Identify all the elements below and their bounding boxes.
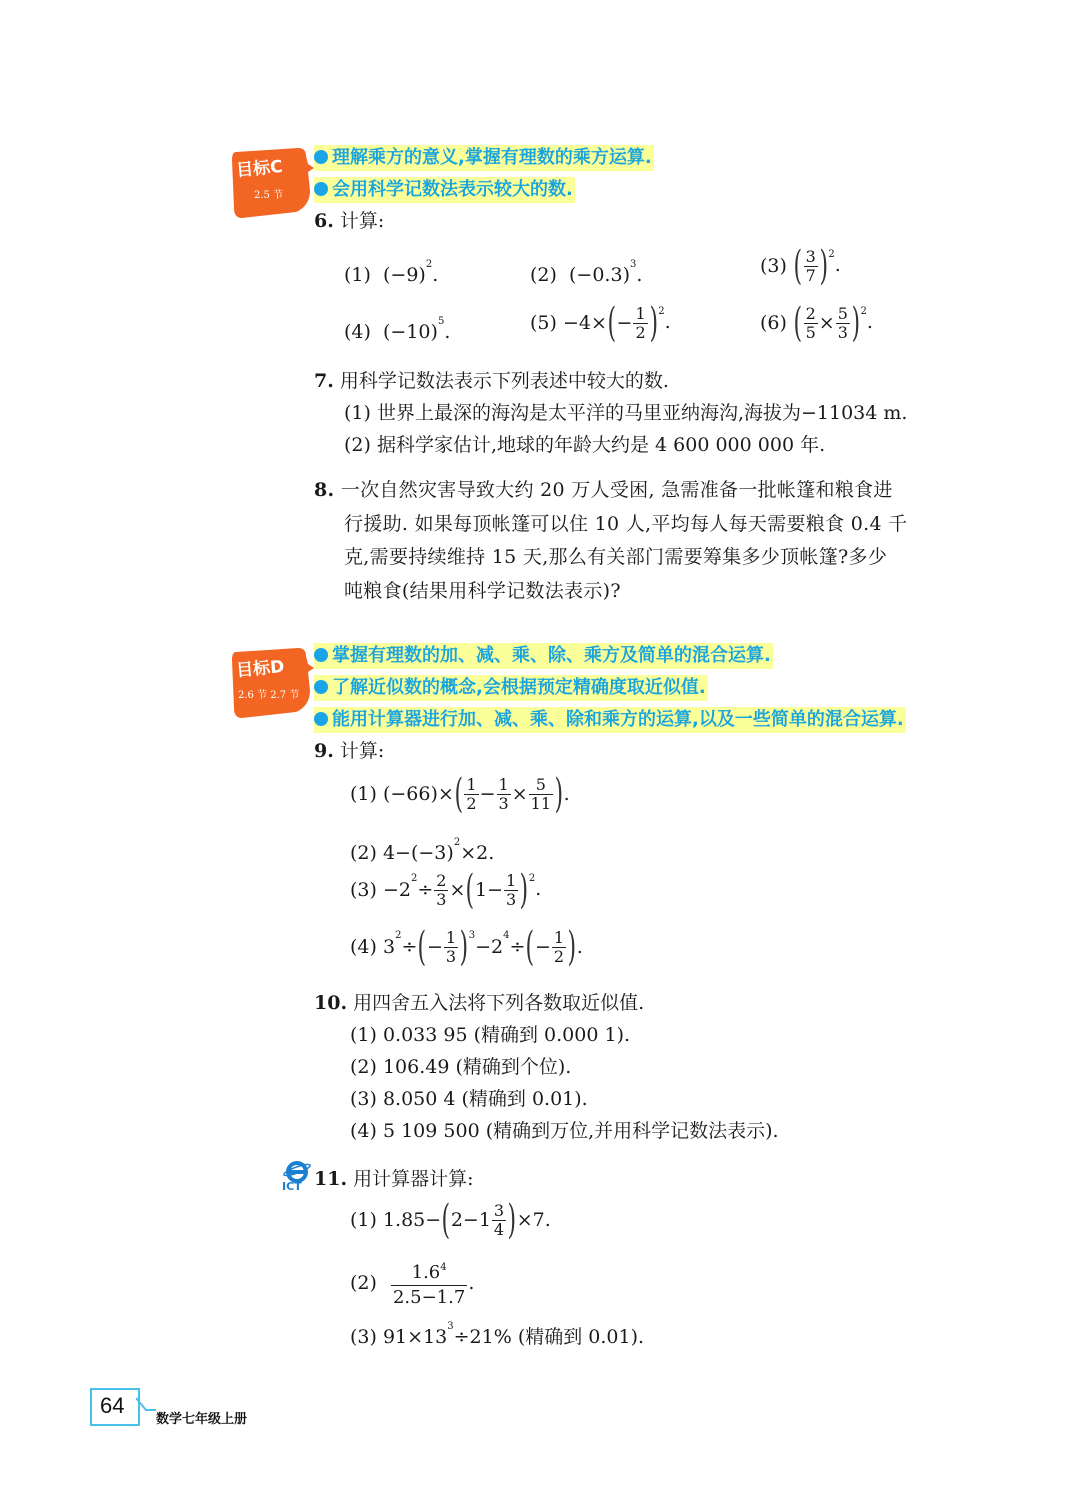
q9-part-1: (1) (−66)×( $\frac{1}{2}$ − $\frac{1}{3}$ × $\frac{5}{11}$ ). (350, 771, 570, 817)
goal-c-badge (228, 146, 314, 220)
q8-line-2: 行援助. 如果每顶帐篷可以住 10 人,平均每人每天需要粮食 0.4 千 (344, 513, 908, 535)
goal-d-badge (228, 646, 314, 720)
q7-part-1: (1) 世界上最深的海沟是太平洋的马里亚纳海沟,海拔为−11034 m. (344, 402, 908, 424)
q6-part-2: (2) $(-0.3)^3$. (530, 259, 643, 286)
q8-line-4: 吨粮食(结果用科学记数法表示)? (344, 580, 621, 602)
q8-line-3: 克,需要持续维持 15 天,那么有关部门需要筹集多少顶帐篷?多少 (344, 546, 888, 568)
q10-part-2: (2) 106.49 (精确到个位). (350, 1056, 572, 1078)
q6-part-4: (4) $(-10)^5$. (344, 316, 451, 343)
goal-d-section: 2.6 节 2.7 节 (238, 690, 300, 701)
goal-d-item-2: 了解近似数的概念,会根据预定精确度取近似值. (314, 675, 708, 701)
goal-d-title: 目标D (235, 656, 286, 682)
q11-heading: 11. 用计算器计算: (314, 1168, 474, 1190)
q7-part-2: (2) 据科学家估计,地球的年龄大约是 4 600 000 000 年. (344, 434, 826, 456)
q6-part-1: (1) $(-9)^2$. (344, 259, 439, 286)
q11-part-1: (1) 1.85−(2−1 $\frac{3}{4}$ )×7. (350, 1197, 551, 1243)
q6-part-5: (5) −4×(− $\frac{1}{2}$ )$^2$. (530, 300, 671, 346)
goal-c-section: 2.5 节 (254, 190, 284, 201)
q11-part-3: (3) $91\times 13^3\div 21\%$ (精确到 0.01). (350, 1321, 645, 1348)
q6-part-6: (6) ( $\frac{2}{5}$ × $\frac{5}{3}$ )$^2$. (760, 300, 873, 346)
q10-part-1: (1) 0.033 95 (精确到 0.000 1). (350, 1024, 631, 1046)
q6-part-3: (3) ( $\frac{3}{7}$ )$^2$. (760, 243, 841, 289)
q9-part-2: (2) $4-(-3)^2\times 2$. (350, 837, 495, 864)
q7-heading: 7. 用科学记数法表示下列表述中较大的数. (314, 370, 669, 392)
goal-d-item-3: 能用计算器进行加、减、乘、除和乘方的运算,以及一些简单的混合运算. (314, 707, 906, 733)
page-number: 64 (100, 1393, 125, 1418)
q10-part-3: (3) 8.050 4 (精确到 0.01). (350, 1088, 588, 1110)
page-number-box (90, 1388, 140, 1426)
q10-heading: 10. 用四舍五入法将下列各数取近似值. (314, 992, 645, 1014)
goal-c-item-1: 理解乘方的意义,掌握有理数的乘方运算. (314, 145, 654, 171)
goal-c-title: 目标C (235, 157, 284, 181)
book-title: 数学七年级上册 (156, 1412, 248, 1427)
ict-icon (280, 1160, 314, 1194)
q11-part-2: (2) $\frac{1.6^4}{2.5-1.7}$ . (350, 1256, 474, 1310)
q10-part-4: (4) 5 109 500 (精确到万位,并用科学记数法表示). (350, 1120, 779, 1142)
ict-label: ICT (282, 1180, 302, 1193)
goal-d-item-1: 掌握有理数的加、减、乘、除、乘方及简单的混合运算. (314, 643, 773, 669)
q8-line-1: 8. 一次自然灾害导致大约 20 万人受困, 急需准备一批帐篷和粮食进 (314, 479, 893, 501)
q9-part-4: (4) $3^2\div(-$ $\frac{1}{3}$ )$^3-2^4\div(-$ $\frac{1}{2}$ ). (350, 924, 583, 970)
q9-heading: 9. 计算: (314, 740, 385, 762)
goal-c-item-2: 会用科学记数法表示较大的数. (314, 177, 575, 203)
q9-part-3: $(3) -2^2\div$ $\frac{2}{3}$ ×(1− $\frac{1}{3}$ )$^2$. (350, 867, 542, 913)
q6-heading: 6. 计算: (314, 210, 385, 232)
